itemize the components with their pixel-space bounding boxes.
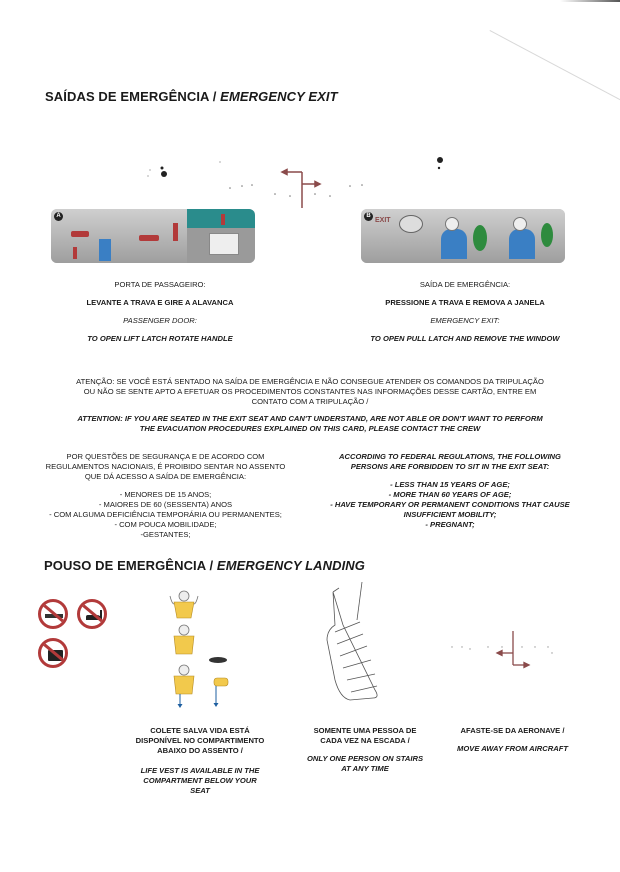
door-caption [45,280,275,344]
door-instruction-illustration [51,209,255,263]
section-title-emergency-exit [45,89,338,104]
restriction-item: -GESTANTES; [140,530,191,539]
scan-line [490,30,620,101]
evacuation-stairs-illustration [305,580,415,710]
crew-head-icon [513,217,527,231]
door-instruction-en: TO OPEN LIFT LATCH ROTATE HANDLE [87,334,233,343]
rotate-arrow-icon [173,223,178,241]
window-caption [350,280,580,344]
door-instruction-pt: LEVANTE A TRAVA E GIRE A ALAVANCA [86,298,234,307]
door-heading-pt: PORTA DE PASSAGEIRO: [114,280,206,289]
door-heading-en: PASSENGER DOOR: [123,316,197,325]
life-vest-en-line: SEAT [190,786,210,795]
restriction-intro-line: QUE DÁ ACESSO A SAÍDA DE EMERGÊNCIA: [84,472,247,481]
move-away-pt: AFASTE-SE DA AERONAVE / [460,726,565,735]
stairs-en-line: AT ANY TIME [341,764,389,773]
attention-pt-line: ATENÇÃO: SE VOCÊ ESTÁ SENTADO NA SAÍDA DE EMERGÊNCIA E NÃO CONSEGUE ATENDER OS COMANDOS DA TRIPULAÇÃO [76,377,544,386]
step-badge-a: A [54,212,63,221]
crew-member-icon [441,229,467,259]
stairs-caption [290,726,440,774]
window-icon [399,215,423,233]
arm-icon [99,239,111,261]
exit-arrows-icon [282,170,320,209]
no-high-heels-icon [77,599,107,629]
aircraft-outline-dots [147,157,443,197]
attention-pt-line: CONTATO COM A TRIPULAÇÃO / [251,397,369,406]
move-away-diagram [440,625,560,670]
up-arrow-icon [73,247,77,259]
attention-notice-en [40,414,580,434]
window-instruction-en: TO OPEN PULL LATCH AND REMOVE THE WINDOW [370,334,560,343]
window-plug-icon [541,223,553,247]
vest-wearing-figure [174,625,194,654]
life-vest-pt-line: COLETE SALVA VIDA ESTÁ [150,726,250,735]
stairs-pt-line: CADA VEZ NA ESCADA / [320,736,410,745]
restriction-item: - MENORES DE 15 ANOS; [119,490,212,499]
title-en: EMERGENCY LANDING [216,558,366,573]
restriction-item: - COM POUCA MOBILIDADE; [114,520,217,529]
stairs-en-line: ONLY ONE PERSON ON STAIRS [306,754,424,763]
door-window-icon [209,233,239,255]
move-away-caption [440,726,585,754]
move-away-arrows-icon [497,631,529,668]
window-heading-pt: SAÍDA DE EMERGÊNCIA: [419,280,511,289]
no-smoking-icon [38,599,68,629]
seat-pouch-icon [209,657,227,663]
restrictions-en [310,452,590,530]
stairs-pt-line: SOMENTE UMA PESSOA DE [313,726,417,735]
attention-en-line: ATTENTION: IF YOU ARE SEATED IN THE EXIT SEAT AND CAN'T UNDERSTAND, ARE NOT ABLE OR DON'T WANT TO PERFORM [77,414,543,423]
step-badge-b: B [364,212,373,221]
crew-member-icon [509,229,535,259]
door-handle-icon [139,235,159,241]
crew-head-icon [445,217,459,231]
title-pt: SAÍDAS DE EMERGÊNCIA / [45,89,221,104]
vest-donning-figure [170,591,198,618]
door-handle-icon [71,231,89,237]
aircraft-exit-diagram [130,140,460,220]
restriction-item: - HAVE TEMPORARY OR PERMANENT CONDITIONS THAT CAUSE [330,500,570,509]
window-instruction-pt: PRESSIONE A TRAVA E REMOVA A JANELA [385,298,545,307]
restriction-item: - LESS THAN 15 YEARS OF AGE; [390,480,510,489]
life-vest-pt-line: ABAIXO DO ASSENTO / [157,746,243,755]
attention-notice-pt [40,377,580,407]
restriction-item: INSUFFICIENT MOBILITY; [403,510,497,519]
section-title-emergency-landing [44,558,365,573]
restriction-intro-line: PERSONS ARE FORBIDDEN TO SIT IN THE EXIT SEAT: [350,462,550,471]
life-vest-caption [115,726,285,796]
down-arrow-icon [221,214,225,225]
life-vest-en-line: COMPARTMENT BELOW YOUR [143,776,257,785]
attention-pt-line: OU NÃO SE SENTE APTO A EFETUAR OS PROCEDIMENTOS CONSTANTES NAS INFORMAÇÕES DESSE CARTÃO, ENTRE EM [83,387,537,396]
title-en: EMERGENCY EXIT [220,89,338,104]
vest-inflate-figure [174,665,194,708]
no-baggage-icon [38,638,68,668]
restrictions-pt [28,452,303,540]
life-vest-pt-line: DISPONÍVEL NO COMPARTIMENTO [135,736,265,745]
restriction-intro-line: POR QUESTÕES DE SEGURANÇA E DE ACORDO COM [66,452,265,461]
life-vest-illustration [160,590,240,710]
pull-tab-icon [214,678,229,707]
move-away-en: MOVE AWAY FROM AIRCRAFT [457,744,568,753]
window-plug-icon [473,225,487,251]
restriction-item: - PREGNANT; [425,520,475,529]
life-vest-en-line: LIFE VEST IS AVAILABLE IN THE [140,766,260,775]
scan-edge [560,0,620,2]
restriction-item: - MORE THAN 60 YEARS OF AGE; [388,490,512,499]
restriction-intro-line: ACCORDING TO FEDERAL REGULATIONS, THE FOLLOWING [339,452,561,461]
title-pt: POUSO DE EMERGÊNCIA / [44,558,217,573]
window-heading-en: EMERGENCY EXIT: [430,316,500,325]
attention-en-line: THE EVACUATION PROCEDURES EXPLAINED ON THIS CARD, PLEASE CONTACT THE CREW [139,424,481,433]
window-instruction-illustration [361,209,565,263]
exit-sign: EXIT [375,217,391,224]
restriction-item: - COM ALGUMA DEFICIÊNCIA TEMPORÁRIA OU PERMANENTES; [49,510,282,519]
restriction-intro-line: REGULAMENTOS NACIONAIS, É PROIBIDO SENTAR NO ASSENTO [45,462,286,471]
restriction-item: - MAIORES DE 60 (SESSENTA) ANOS [98,500,233,509]
